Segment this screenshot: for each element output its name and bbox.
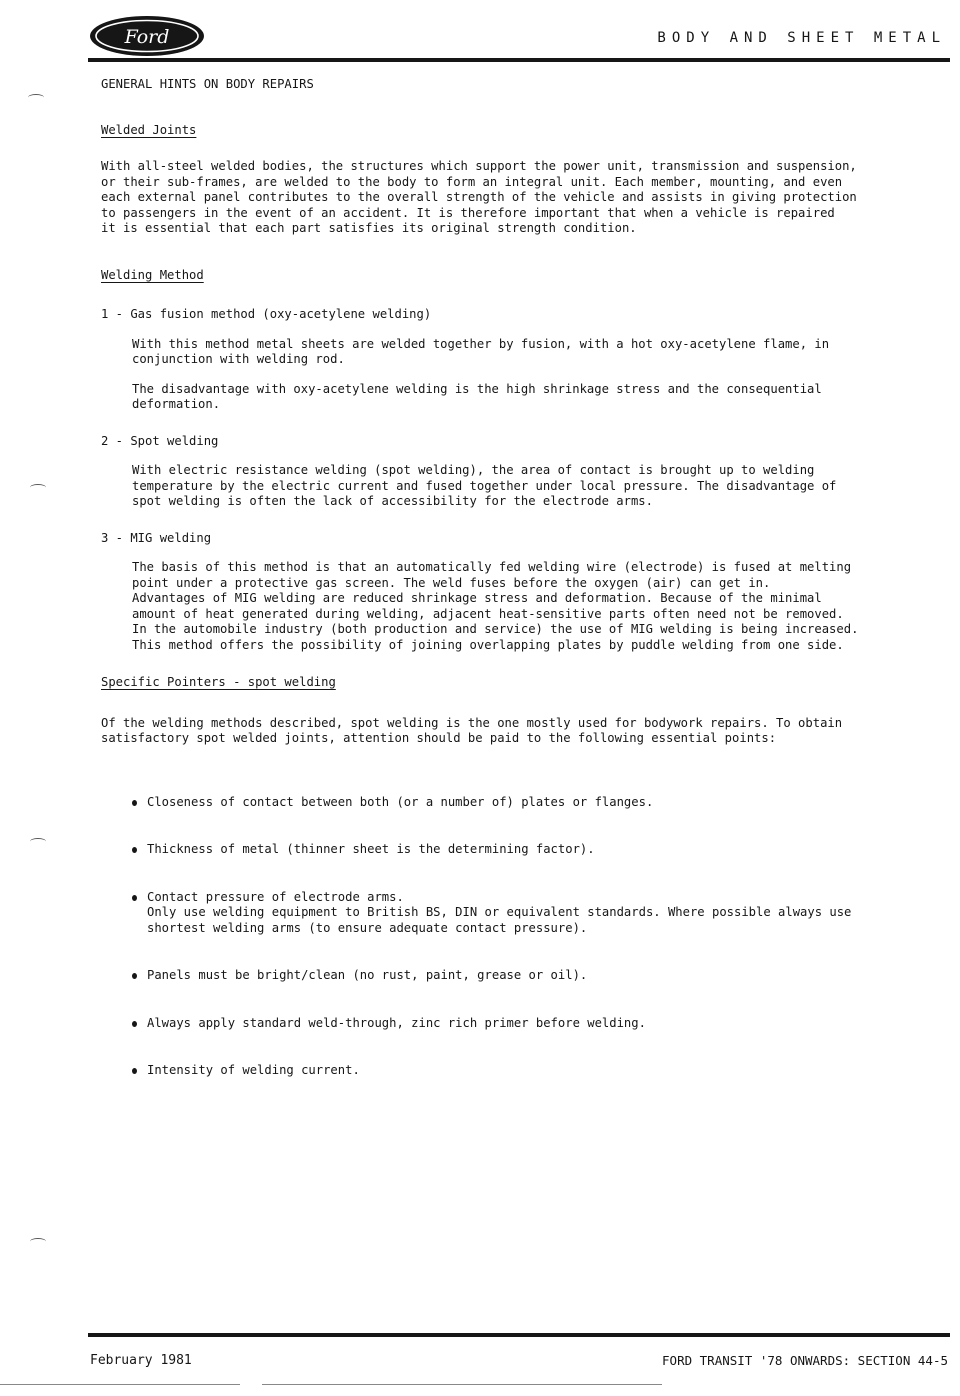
method-2-paragraph — [132, 463, 953, 510]
method-1-disadvantage — [132, 382, 953, 413]
list-item — [131, 968, 953, 984]
text-line: temperature by the electric current and fused together under local pressure. The disadvantage of — [132, 478, 837, 493]
welding-method-heading: Welding Method — [101, 267, 204, 282]
margin-scan-mark — [30, 1238, 46, 1245]
section-title: BODY AND SHEET METAL — [657, 30, 946, 46]
ford-logo — [88, 14, 206, 58]
welded-joints-heading: Welded Joints — [101, 122, 197, 137]
list-item — [131, 1063, 953, 1079]
text-line: Of the welding methods described, spot welding is the one mostly used for bodywork repairs. To obtain — [101, 715, 843, 730]
bullet-subtext: Only use welding equipment to British BS, DIN or equivalent standards. Where possible always use — [147, 905, 852, 919]
text-line: Advantages of MIG welding are reduced shrinkage stress and deformation. Because of the minimal — [132, 591, 822, 605]
text-line: With all-steel welded bodies, the structures which support the power unit, transmission and suspension, — [101, 159, 857, 173]
spot-pointers-heading: Specific Pointers - spot welding — [101, 675, 336, 689]
welded-joints-paragraph — [101, 159, 953, 237]
page-content — [101, 74, 953, 1111]
footer-rule — [88, 1333, 950, 1337]
text-line: to passengers in the event of an accident. It is therefore important that when a vehicle is repaired — [101, 205, 835, 220]
spot-pointers-intro — [101, 716, 953, 747]
margin-scan-mark — [28, 94, 44, 101]
text-line: amount of heat generated during welding, adjacent heat-sensitive parts often need not be removed. — [132, 606, 844, 621]
text-line: With this method metal sheets are welded together by fusion, with a hot oxy-acetylene flame, in — [132, 336, 830, 351]
bullet-text: Closeness of contact between both (or a number of) plates or flanges. — [147, 794, 654, 809]
text-line: it is essential that each part satisfies its original strength condition. — [101, 221, 637, 235]
margin-scan-mark — [30, 838, 46, 845]
text-line: The disadvantage with oxy-acetylene welding is the high shrinkage stress and the consequential — [132, 381, 822, 396]
scan-edge-line — [0, 1384, 240, 1385]
list-item — [131, 795, 953, 811]
text-line: This method offers the possibility of joining overlapping plates by puddle welding from one side. — [132, 637, 844, 652]
bullet-text: Intensity of welding current. — [147, 1063, 360, 1077]
method-3-title: 3 - MIG welding — [101, 530, 212, 545]
bullet-text: Always apply standard weld-through, zinc rich primer before welding. — [147, 1015, 646, 1030]
text-line: each external panel contributes to the overall strength of the vehicle and assists in giving protection — [101, 190, 857, 204]
header-rule — [88, 58, 950, 62]
footer-reference: FORD TRANSIT '78 ONWARDS: SECTION 44-5 — [662, 1353, 948, 1368]
method-1-paragraph — [132, 337, 953, 368]
list-item — [131, 890, 953, 937]
text-line: or their sub-frames, are welded to the body to form an integral unit. Each member, mounting, and even — [101, 174, 843, 189]
list-item — [131, 1016, 953, 1032]
text-line: point under a protective gas screen. The weld fuses before the oxygen (air) can get in. — [132, 575, 771, 590]
method-2-title: 2 - Spot welding — [101, 433, 219, 448]
margin-scan-mark — [30, 484, 46, 491]
method-3-paragraph — [132, 560, 953, 653]
footer-date: February 1981 — [90, 1353, 192, 1368]
spot-pointers-list — [131, 795, 953, 1079]
text-line: conjunction with welding rod. — [132, 352, 345, 366]
text-line: spot welding is often the lack of accessibility for the electrode arms. — [132, 494, 653, 508]
text-line: With electric resistance welding (spot welding), the area of contact is brought up to welding — [132, 463, 815, 477]
ford-logo-text: Ford — [124, 26, 170, 48]
scan-edge-line — [262, 1384, 662, 1385]
text-line: The basis of this method is that an automatically fed welding wire (electrode) is fused at melting — [132, 560, 852, 574]
method-1-title: 1 - Gas fusion method (oxy-acetylene welding) — [101, 307, 432, 321]
bullet-text: Thickness of metal (thinner sheet is the determining factor). — [147, 842, 595, 856]
bullet-text: Contact pressure of electrode arms. — [147, 889, 404, 904]
bullet-text: Panels must be bright/clean (no rust, paint, grease or oil). — [147, 968, 588, 982]
text-line: In the automobile industry (both production and service) the use of MIG welding is being increased. — [132, 622, 859, 636]
text-line: satisfactory spot welded joints, attention should be paid to the following essential points: — [101, 731, 777, 745]
text-line: deformation. — [132, 397, 221, 411]
page-title: GENERAL HINTS ON BODY REPAIRS — [101, 77, 314, 91]
list-item — [131, 842, 953, 858]
bullet-subtext: shortest welding arms (to ensure adequate contact pressure). — [147, 920, 588, 935]
